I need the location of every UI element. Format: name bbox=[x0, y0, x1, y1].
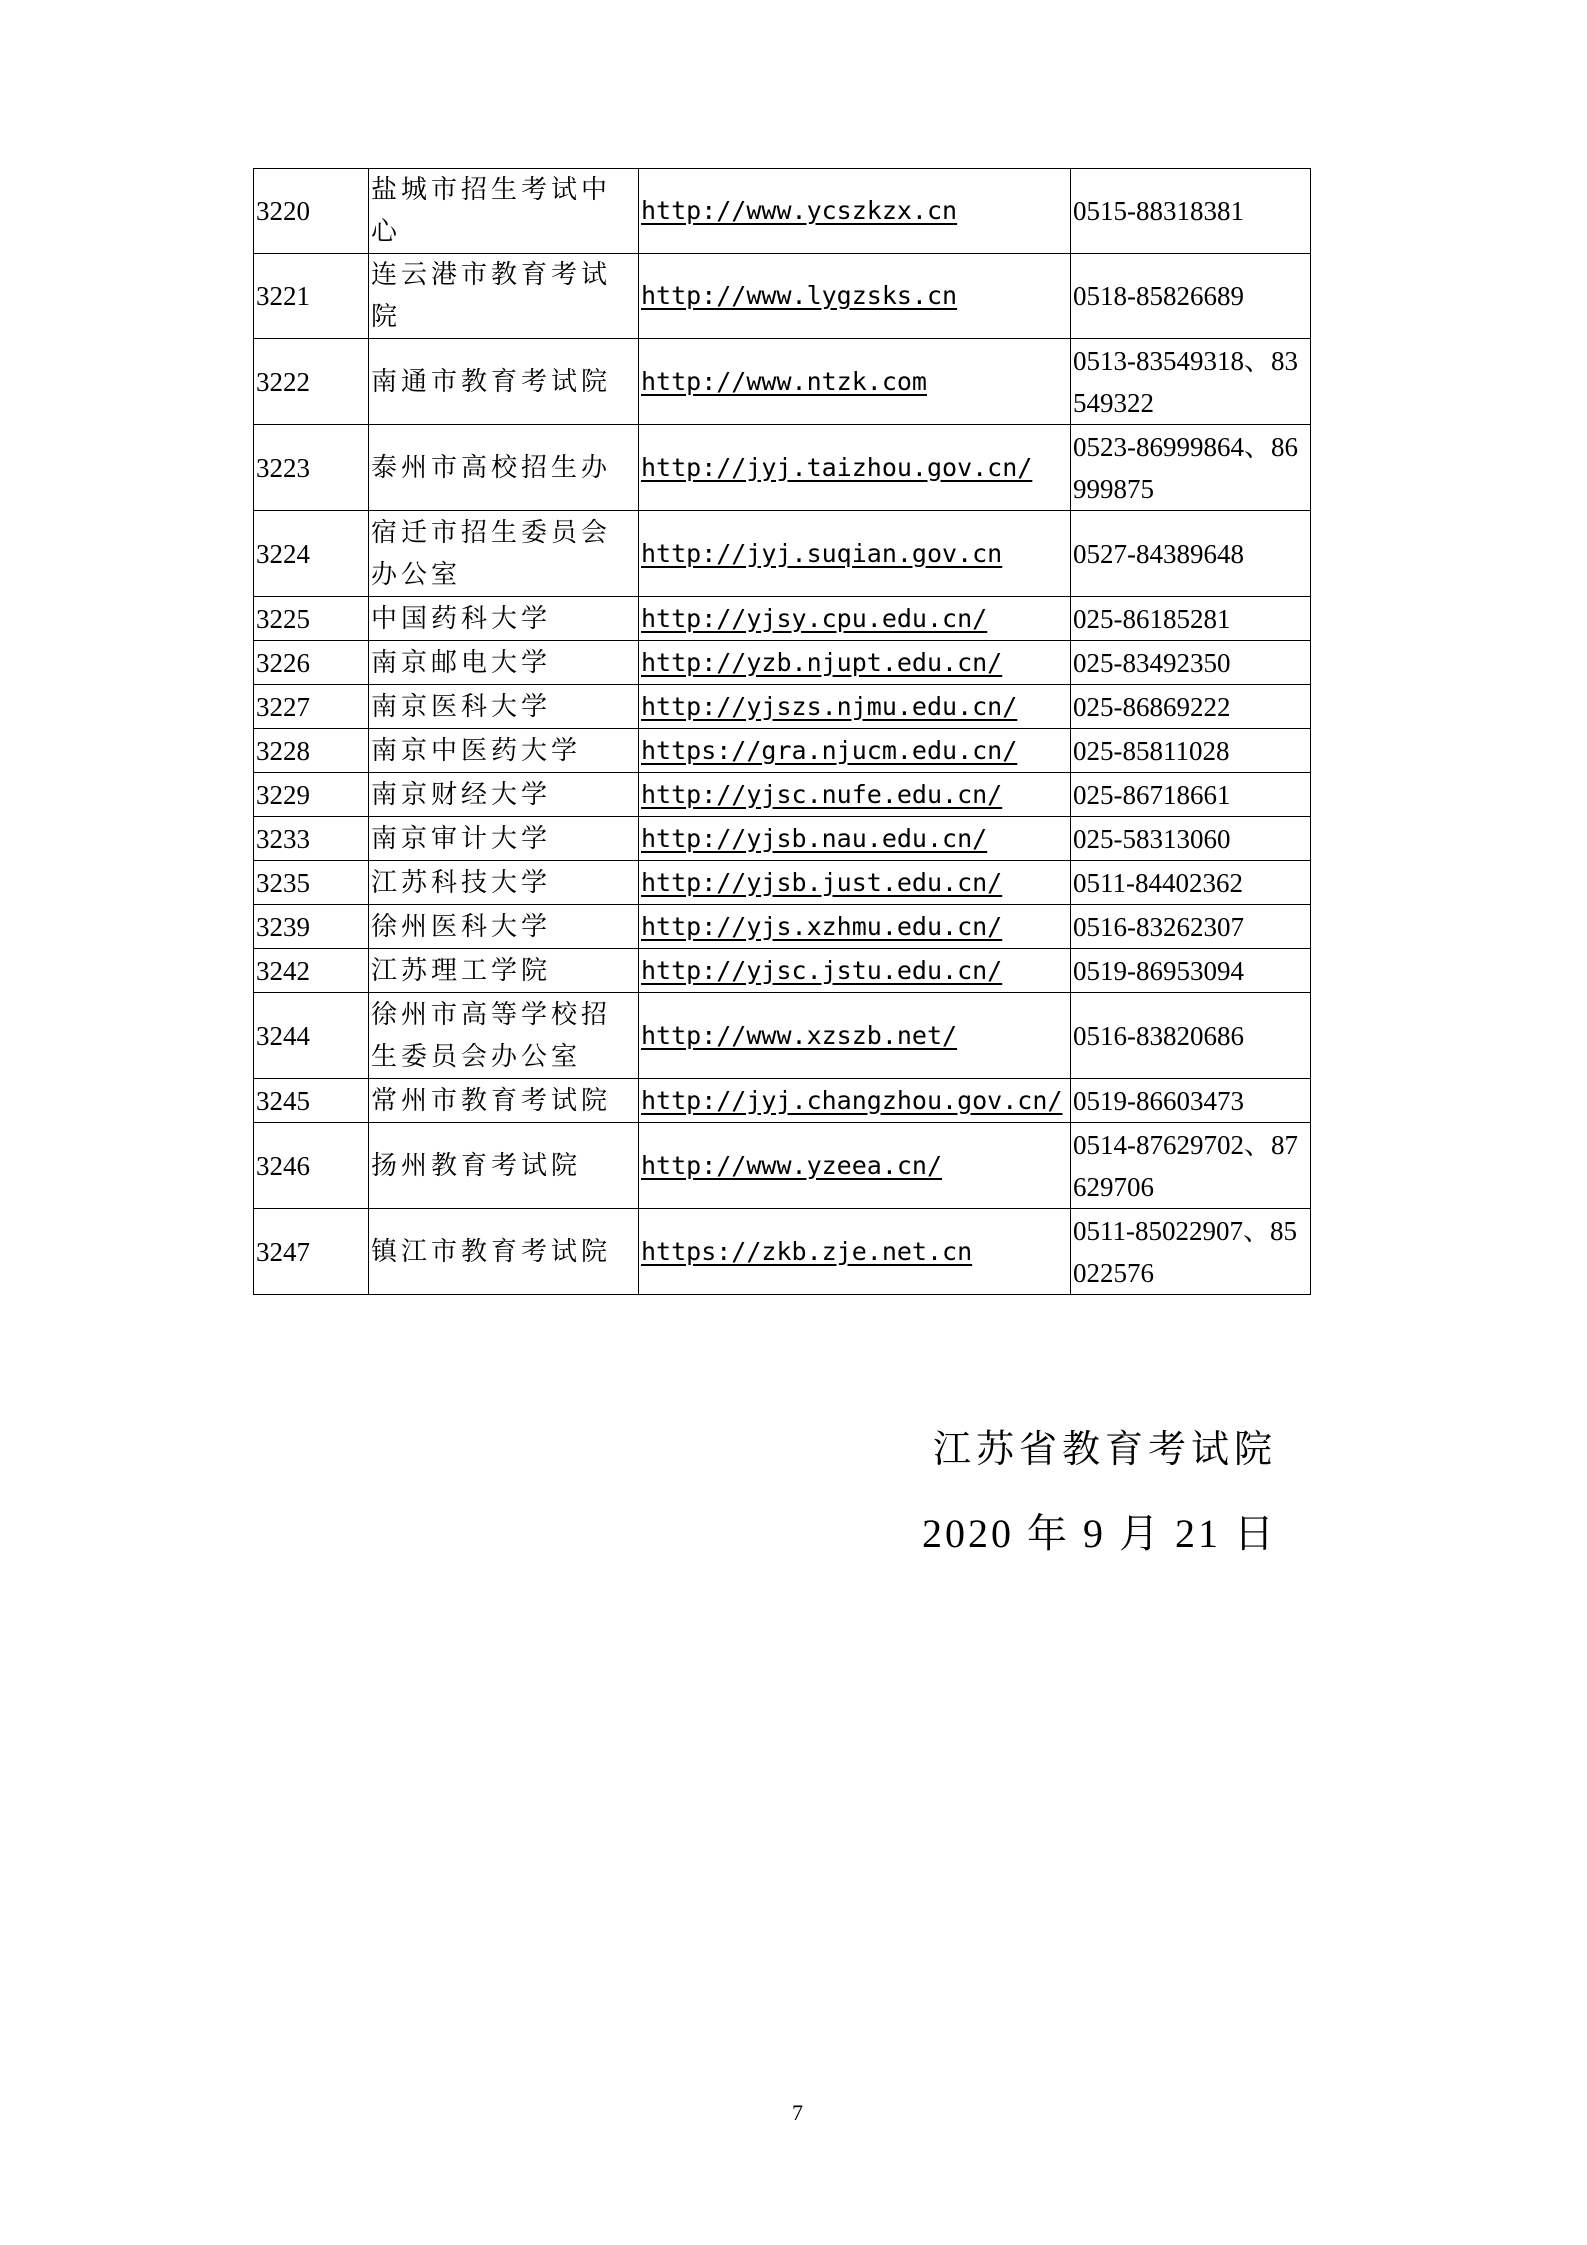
website-link[interactable]: http://yzb.njupt.edu.cn/ bbox=[641, 647, 1003, 677]
unit-name-cell: 南京医科大学 bbox=[369, 685, 639, 729]
unit-code-cell: 3239 bbox=[254, 905, 369, 949]
website-link[interactable]: http://yjsc.nufe.edu.cn/ bbox=[641, 779, 1003, 809]
website-link[interactable]: http://yjsb.nau.edu.cn/ bbox=[641, 823, 988, 853]
page-number: 7 bbox=[792, 2100, 803, 2125]
issue-date: 2020 年 9 月 21 日 bbox=[922, 1511, 1277, 1556]
website-cell bbox=[639, 511, 1071, 597]
table-row bbox=[254, 1123, 1311, 1209]
phone-cell: 0511-84402362 bbox=[1071, 861, 1311, 905]
table-row bbox=[254, 905, 1311, 949]
unit-name-cell: 南通市教育考试院 bbox=[369, 339, 639, 425]
phone-cell: 025-58313060 bbox=[1071, 817, 1311, 861]
table-row bbox=[254, 1079, 1311, 1123]
website-cell bbox=[639, 641, 1071, 685]
table-row bbox=[254, 773, 1311, 817]
website-link[interactable]: http://www.yzeea.cn/ bbox=[641, 1150, 943, 1180]
website-cell bbox=[639, 339, 1071, 425]
website-cell bbox=[639, 949, 1071, 993]
unit-code-cell: 3224 bbox=[254, 511, 369, 597]
website-link[interactable]: http://www.ycszkzx.cn bbox=[641, 196, 958, 225]
unit-name-cell: 江苏科技大学 bbox=[369, 861, 639, 905]
unit-code-cell: 3221 bbox=[254, 254, 369, 339]
unit-code-cell: 3229 bbox=[254, 773, 369, 817]
website-link[interactable]: http://yjs.xzhmu.edu.cn/ bbox=[641, 911, 1003, 941]
website-cell bbox=[639, 1079, 1071, 1123]
unit-name-cell: 宿迁市招生委员会办公室 bbox=[369, 511, 639, 597]
table-row bbox=[254, 511, 1311, 597]
website-cell bbox=[639, 773, 1071, 817]
table-row bbox=[254, 817, 1311, 861]
table-row bbox=[254, 861, 1311, 905]
website-cell bbox=[639, 169, 1071, 254]
table-body bbox=[254, 169, 1311, 1295]
unit-name-cell: 徐州医科大学 bbox=[369, 905, 639, 949]
phone-cell: 025-86718661 bbox=[1071, 773, 1311, 817]
website-cell bbox=[639, 993, 1071, 1079]
website-link[interactable]: http://www.ntzk.com bbox=[641, 366, 927, 396]
phone-cell: 0523-86999864、86999875 bbox=[1071, 425, 1311, 511]
phone-cell: 0515-88318381 bbox=[1071, 169, 1311, 254]
admission-offices-table bbox=[253, 168, 1311, 1295]
unit-code-cell: 3235 bbox=[254, 861, 369, 905]
table-row bbox=[254, 169, 1311, 254]
phone-cell: 025-86869222 bbox=[1071, 685, 1311, 729]
unit-name-cell: 常州市教育考试院 bbox=[369, 1079, 639, 1123]
phone-cell: 0516-83820686 bbox=[1071, 993, 1311, 1079]
phone-cell: 0527-84389648 bbox=[1071, 511, 1311, 597]
website-link[interactable]: https://zkb.zje.net.cn bbox=[641, 1236, 973, 1266]
unit-code-cell: 3223 bbox=[254, 425, 369, 511]
unit-name-cell: 盐城市招生考试中心 bbox=[369, 169, 639, 254]
website-link[interactable]: http://yjszs.njmu.edu.cn/ bbox=[641, 691, 1018, 721]
unit-name-cell: 南京财经大学 bbox=[369, 773, 639, 817]
phone-cell: 025-86185281 bbox=[1071, 597, 1311, 641]
unit-code-cell: 3242 bbox=[254, 949, 369, 993]
website-link[interactable]: http://yjsb.just.edu.cn/ bbox=[641, 867, 1003, 897]
unit-name-cell: 中国药科大学 bbox=[369, 597, 639, 641]
table-row bbox=[254, 729, 1311, 773]
website-link[interactable]: http://jyj.suqian.gov.cn bbox=[641, 538, 1003, 568]
website-link[interactable]: http://yjsc.jstu.edu.cn/ bbox=[641, 955, 1003, 985]
website-cell bbox=[639, 685, 1071, 729]
website-cell bbox=[639, 597, 1071, 641]
phone-cell: 0518-85826689 bbox=[1071, 254, 1311, 339]
table-row bbox=[254, 685, 1311, 729]
unit-code-cell: 3226 bbox=[254, 641, 369, 685]
website-cell bbox=[639, 1123, 1071, 1209]
table-row bbox=[254, 949, 1311, 993]
unit-name-cell: 连云港市教育考试院 bbox=[369, 254, 639, 339]
unit-name-cell: 扬州教育考试院 bbox=[369, 1123, 639, 1209]
unit-code-cell: 3227 bbox=[254, 685, 369, 729]
unit-code-cell: 3222 bbox=[254, 339, 369, 425]
website-cell bbox=[639, 861, 1071, 905]
unit-name-cell: 镇江市教育考试院 bbox=[369, 1209, 639, 1295]
website-cell bbox=[639, 817, 1071, 861]
website-cell bbox=[639, 905, 1071, 949]
table-row bbox=[254, 254, 1311, 339]
phone-cell: 025-83492350 bbox=[1071, 641, 1311, 685]
phone-cell: 0516-83262307 bbox=[1071, 905, 1311, 949]
website-link[interactable]: http://jyj.taizhou.gov.cn/ bbox=[641, 452, 1033, 482]
unit-name-cell: 泰州市高校招生办 bbox=[369, 425, 639, 511]
unit-code-cell: 3220 bbox=[254, 169, 369, 254]
phone-cell: 0519-86603473 bbox=[1071, 1079, 1311, 1123]
unit-code-cell: 3233 bbox=[254, 817, 369, 861]
table-row bbox=[254, 993, 1311, 1079]
issuing-organization: 江苏省教育考试院 bbox=[932, 1427, 1277, 1471]
website-link[interactable]: https://gra.njucm.edu.cn/ bbox=[641, 735, 1018, 765]
website-cell bbox=[639, 425, 1071, 511]
table-row bbox=[254, 1209, 1311, 1295]
website-cell bbox=[639, 729, 1071, 773]
unit-code-cell: 3245 bbox=[254, 1079, 369, 1123]
unit-name-cell: 南京审计大学 bbox=[369, 817, 639, 861]
website-cell bbox=[639, 254, 1071, 339]
table-row bbox=[254, 425, 1311, 511]
unit-name-cell: 江苏理工学院 bbox=[369, 949, 639, 993]
website-link[interactable]: http://yjsy.cpu.edu.cn/ bbox=[641, 603, 988, 633]
table-row bbox=[254, 641, 1311, 685]
unit-code-cell: 3228 bbox=[254, 729, 369, 773]
unit-name-cell: 南京邮电大学 bbox=[369, 641, 639, 685]
website-link[interactable]: http://www.xzszb.net/ bbox=[641, 1020, 958, 1050]
phone-cell: 0511-85022907、85022576 bbox=[1071, 1209, 1311, 1295]
unit-code-cell: 3225 bbox=[254, 597, 369, 641]
unit-name-cell: 徐州市高等学校招生委员会办公室 bbox=[369, 993, 639, 1079]
website-link[interactable]: http://jyj.changzhou.gov.cn/ bbox=[641, 1085, 1063, 1115]
website-link[interactable]: http://www.lygzsks.cn bbox=[641, 281, 958, 310]
website-cell bbox=[639, 1209, 1071, 1295]
unit-code-cell: 3244 bbox=[254, 993, 369, 1079]
unit-code-cell: 3247 bbox=[254, 1209, 369, 1295]
phone-cell: 0514-87629702、87629706 bbox=[1071, 1123, 1311, 1209]
phone-cell: 025-85811028 bbox=[1071, 729, 1311, 773]
unit-name-cell: 南京中医药大学 bbox=[369, 729, 639, 773]
table-row bbox=[254, 597, 1311, 641]
phone-cell: 0513-83549318、83549322 bbox=[1071, 339, 1311, 425]
phone-cell: 0519-86953094 bbox=[1071, 949, 1311, 993]
table-row bbox=[254, 339, 1311, 425]
unit-code-cell: 3246 bbox=[254, 1123, 369, 1209]
